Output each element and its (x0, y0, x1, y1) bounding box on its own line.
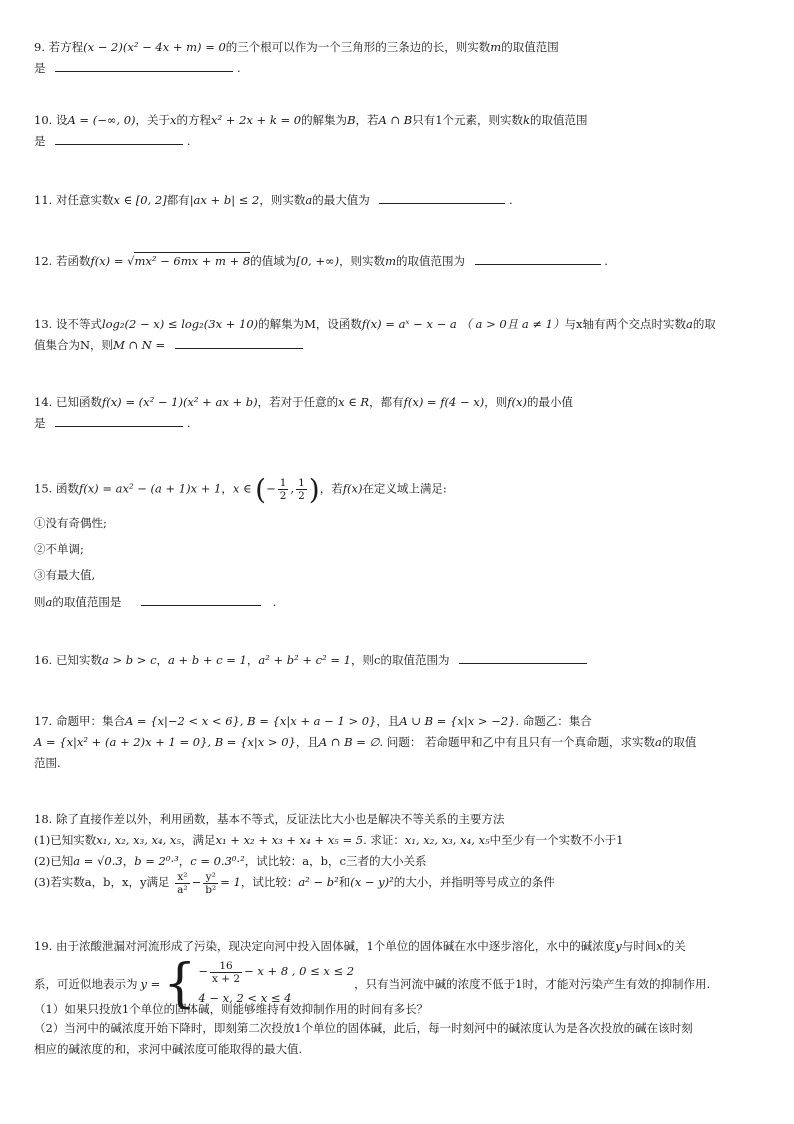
math-expression: x ∈ (232, 481, 252, 496)
math-expression: A ∩ B (378, 113, 413, 127)
question-text: 由于浓酸泄漏对河流形成了污染，现决定向河中投入固体碱，1个单位的固体碱在水中逐步溶化，水中的碱浓度 (55, 939, 616, 953)
question-10 (34, 110, 588, 131)
question-text: ，都有 (369, 395, 404, 409)
fraction (210, 960, 242, 985)
question-text: ，则c的取值范围为 (351, 653, 450, 667)
math-expression: x₁ + x₂ + x₃ + x₄ + x₅ = 5 (215, 833, 364, 847)
question-text: 已知函数 (55, 395, 102, 409)
math-expression: log₂(2 − x) ≤ log₂(3x + 10) (101, 317, 259, 331)
question-text: 相应的碱浓度的和，求河中碱浓度可能取得的最大值. (34, 1042, 303, 1056)
question-text: 值集合为N，则 (34, 338, 114, 352)
question-text: . 求证： (363, 833, 405, 847)
math-expression: a² − b² (298, 875, 339, 889)
question-text: ， (178, 854, 191, 868)
question-18-part-1 (34, 830, 623, 851)
question-text: 设 (55, 113, 68, 127)
question-text: （2）当河中的碱浓度开始下降时，即刻第二次投放1个单位的固体碱，此后，每一时刻河中的碱浓度认为是各次投放的碱在该时刻 (34, 1021, 693, 1035)
math-variable: a (305, 193, 313, 207)
math-expression: A = {x|x² + (a + 2)x + 1 = 0}, B = {x|x > 0} (34, 735, 296, 749)
math-variable: x (170, 113, 177, 127)
answer-blank[interactable] (175, 335, 303, 349)
fraction (296, 477, 307, 502)
fraction-numerator: 1 (279, 477, 287, 489)
answer-blank[interactable] (55, 413, 183, 427)
fraction-numerator: 16 (210, 960, 242, 973)
question-text: ， (246, 653, 259, 667)
fraction-denominator: 2 (298, 490, 305, 502)
question-text: 的取值 (661, 735, 697, 749)
math-expression: |ax + b| ≤ 2 (189, 193, 260, 207)
question-11 (34, 190, 513, 211)
left-paren: ( (255, 473, 267, 506)
question-15: 15. 函数f(x) = ax² − (a + 1)x + 1，x ∈ (− $\frac{1}{2}$ , $\frac{1}{2}$ )，若f(x)在定义域上满足: (34, 473, 447, 506)
math-expression: a + b + c = 1 (168, 653, 247, 667)
question-text: ，若 (355, 113, 379, 127)
question-9 (34, 37, 559, 58)
math-expression: (x − y)² (350, 875, 394, 889)
question-text: ， (122, 854, 135, 868)
condition-text: ②不单调; (34, 542, 84, 556)
question-text: 的取值范围 (530, 113, 588, 127)
math-expression: (x − 2)(x² − 4x + m) = 0 (83, 40, 226, 54)
math-variable: a (45, 595, 53, 609)
question-number: 19. (34, 939, 53, 953)
minus-sign: − (191, 875, 202, 889)
question-number: 13. (34, 317, 53, 331)
question-number: 10. (34, 113, 53, 127)
question-text: 函数 (55, 481, 79, 496)
math-variable: k (523, 113, 531, 127)
question-text: ，且 (376, 714, 400, 728)
question-number: 9. (34, 40, 45, 54)
question-text: 是 (34, 134, 46, 148)
math-expression: = 1 (220, 875, 241, 889)
question-number: 17. (34, 714, 53, 728)
question-17-line-3 (34, 753, 61, 774)
question-text: 的大小，并指明等号成立的条件 (393, 875, 555, 889)
fraction (203, 871, 218, 896)
period: . (186, 416, 191, 430)
math-expression: a² + b² + c² = 1 (258, 653, 351, 667)
question-text: 对任意实数 (55, 193, 114, 207)
answer-blank[interactable] (141, 592, 261, 606)
question-text: ，试比较：a，b，c三者的大小关系 (244, 854, 427, 868)
period: . (186, 134, 191, 148)
question-text: 若方程 (48, 40, 84, 54)
question-text: 已知实数 (55, 653, 102, 667)
answer-blank[interactable] (55, 131, 183, 145)
question-text: ，关于 (135, 113, 171, 127)
question-text: 的三个根可以作为一个三角形的三条边的长，则实数 (225, 40, 491, 54)
question-text: 除了直接作差以外，利用函数，基本不等式，反证法比大小也是解决不等关系的主要方法 (55, 812, 505, 826)
fraction-denominator: b² (205, 883, 217, 896)
answer-blank[interactable] (379, 190, 505, 204)
math-expression: c = 0.3⁰·² (190, 854, 245, 868)
math-expression: A ∪ B = {x|x > −2} (399, 714, 516, 728)
math-variable: B (347, 113, 356, 127)
question-text: 的取值范围 (501, 40, 559, 54)
answer-blank[interactable] (459, 650, 587, 664)
math-expression: 4 − x, 2 < x ≤ 4 (198, 990, 292, 1005)
minus-sign: − (266, 481, 276, 496)
question-text: 则 (34, 595, 46, 609)
question-text: . 问题： 若命题甲和乙中有且只有一个真命题，求实数 (379, 735, 655, 749)
question-text: ，则实数 (259, 193, 306, 207)
fraction-numerator: 1 (298, 477, 305, 489)
question-text: ，只有当河流中碱的浓度不低于1时，才能对污染产生有效的抑制作用. (354, 976, 711, 991)
question-text: （1）如果只投放1个单位的固体碱，则能够维持有效抑制作用的时间有多长？ (34, 1002, 429, 1016)
condition-item-3 (34, 565, 95, 586)
fraction-denominator: x + 2 (212, 972, 241, 985)
question-text: 中至少有一个实数不小于1 (489, 833, 624, 847)
question-text: ，若对于任意的 (257, 395, 339, 409)
question-text: 的取值范围是 (52, 595, 122, 609)
question-text: ，试比较： (240, 875, 299, 889)
question-text: 的取值范围为 (395, 254, 465, 268)
period: . (236, 61, 241, 75)
period: . (272, 595, 277, 609)
period: . (509, 193, 513, 207)
math-expression: [0, +∞) (296, 254, 340, 268)
question-text: ，若 (319, 481, 343, 496)
question-text: 的方程 (176, 113, 212, 127)
math-variable: a (685, 317, 693, 331)
question-text: 范围. (34, 756, 61, 770)
math-expression: b = 2⁰·³ (134, 854, 179, 868)
question-13-line-2 (34, 335, 303, 356)
fraction-numerator: y² (203, 871, 218, 884)
question-text: ，则 (484, 395, 508, 409)
question-text: 都有 (166, 193, 190, 207)
question-19 (34, 936, 686, 957)
math-expression: a > b > c (101, 653, 157, 667)
answer-blank[interactable] (55, 58, 233, 72)
math-expression: f(x) (342, 481, 363, 496)
math-expression: M ∩ N = (113, 338, 166, 352)
fraction-numerator: x² (175, 871, 189, 884)
math-variable: m (385, 254, 396, 268)
math-expression: x₁, x₂, x₃, x₄, x₅ (404, 833, 490, 847)
question-number: 15. (34, 481, 53, 496)
question-text: 与x轴有两个交点时实数 (564, 317, 686, 331)
minus-sign: − (198, 964, 209, 978)
question-text: (2)已知 (34, 854, 74, 868)
fraction-denominator: 2 (279, 490, 287, 502)
condition-text: ③有最大值, (34, 568, 96, 582)
math-expression: x₁, x₂, x₃, x₄, x₅ (96, 833, 182, 847)
question-19-part-2 (34, 1018, 693, 1039)
question-text: 的最小值 (526, 395, 573, 409)
question-text: 命题甲：集合 (55, 714, 125, 728)
math-variable: y (615, 939, 622, 953)
question-text: ，且 (295, 735, 319, 749)
left-brace: { (163, 954, 197, 1015)
question-text: (3)若实数a，b，x，y满足 (34, 875, 170, 889)
question-text: 是 (34, 416, 46, 430)
question-text: 的取 (692, 317, 716, 331)
question-text: ， (156, 653, 169, 667)
question-text: 的值域为 (250, 254, 297, 268)
question-text: 若函数 (55, 254, 91, 268)
math-expression: f(x) = (x² − 1)(x² + ax + b) (101, 395, 258, 409)
question-19-part-2-line-2 (34, 1039, 302, 1060)
fraction-denominator: a² (177, 883, 188, 896)
question-text: ， (221, 481, 233, 496)
question-number: 11. (34, 193, 53, 207)
question-17 (34, 711, 592, 732)
fraction (175, 871, 189, 896)
math-expression: f(x) = f(4 − x) (403, 395, 485, 409)
question-text: 与时间 (621, 939, 657, 953)
question-14 (34, 392, 573, 413)
question-number: 16. (34, 653, 53, 667)
question-18-part-3 (34, 868, 555, 896)
question-13 (34, 314, 716, 335)
question-12 (34, 251, 608, 272)
fraction (278, 477, 289, 502)
math-expression: A = (−∞, 0) (67, 113, 136, 127)
sqrt-sign: √ (127, 254, 135, 268)
question-18 (34, 809, 504, 830)
question-text: 的关 (662, 939, 686, 953)
question-text: ，则实数 (339, 254, 386, 268)
math-expression: f(x) = (90, 254, 128, 268)
question-number: 18. (34, 812, 53, 826)
math-variable: x (656, 939, 663, 953)
question-text: 系，可近似地表示为 (34, 976, 138, 991)
question-19-part-1 (34, 999, 428, 1020)
question-text: . 命题乙：集合 (515, 714, 592, 728)
math-expression: − x + 8 , 0 ≤ x ≤ 2 (244, 964, 355, 978)
math-variable: a (655, 735, 662, 749)
question-text: 在定义域上满足: (362, 481, 447, 496)
condition-item-2 (34, 539, 84, 560)
question-number: 14. (34, 395, 53, 409)
question-9-line-2 (34, 58, 240, 79)
math-expression: a = √0.3 (73, 854, 123, 868)
answer-blank[interactable] (475, 251, 601, 265)
question-17-line-2 (34, 732, 696, 753)
math-expression: x ∈ R (338, 395, 370, 409)
piecewise-case-1 (198, 958, 354, 985)
question-text: 的最大值为 (312, 193, 370, 207)
question-text: 只有1个元素，则实数 (412, 113, 524, 127)
question-text: (1)已知实数 (34, 833, 97, 847)
question-text: 设不等式 (55, 317, 102, 331)
question-10-line-2 (34, 131, 190, 152)
math-variable: m (490, 40, 502, 54)
question-text: 和 (338, 875, 351, 889)
question-text: 的解集为M，设函数 (258, 317, 362, 331)
period: . (604, 254, 608, 268)
condition-text: ①没有奇偶性; (34, 516, 107, 530)
math-expression: y = (140, 976, 161, 991)
condition-item-1 (34, 513, 107, 534)
question-text: ，满足 (181, 833, 216, 847)
question-15-answer-line (34, 592, 276, 613)
math-expression: （ a > 0且 a ≠ 1） (460, 317, 565, 331)
question-16 (34, 650, 587, 671)
question-14-line-2 (34, 413, 190, 434)
math-expression: f(x) (507, 395, 527, 409)
question-number: 12. (34, 254, 53, 268)
math-expression: A ∩ B = ∅ (318, 735, 380, 749)
sqrt-radicand: mx² − 6mx + m + 8 (134, 254, 251, 268)
math-expression: x² + 2x + k = 0 (211, 113, 302, 127)
math-expression: x ∈ [0, 2] (113, 193, 167, 207)
math-expression: A = {x|−2 < x < 6}, B = {x|x + a − 1 > 0} (124, 714, 377, 728)
question-text: 是 (34, 61, 46, 75)
math-expression: f(x) = ax² − (a + 1)x + 1 (78, 481, 222, 496)
right-paren: ) (308, 473, 320, 506)
math-expression: f(x) = aˣ − x − a (361, 317, 457, 331)
question-text: 的解集为 (301, 113, 348, 127)
